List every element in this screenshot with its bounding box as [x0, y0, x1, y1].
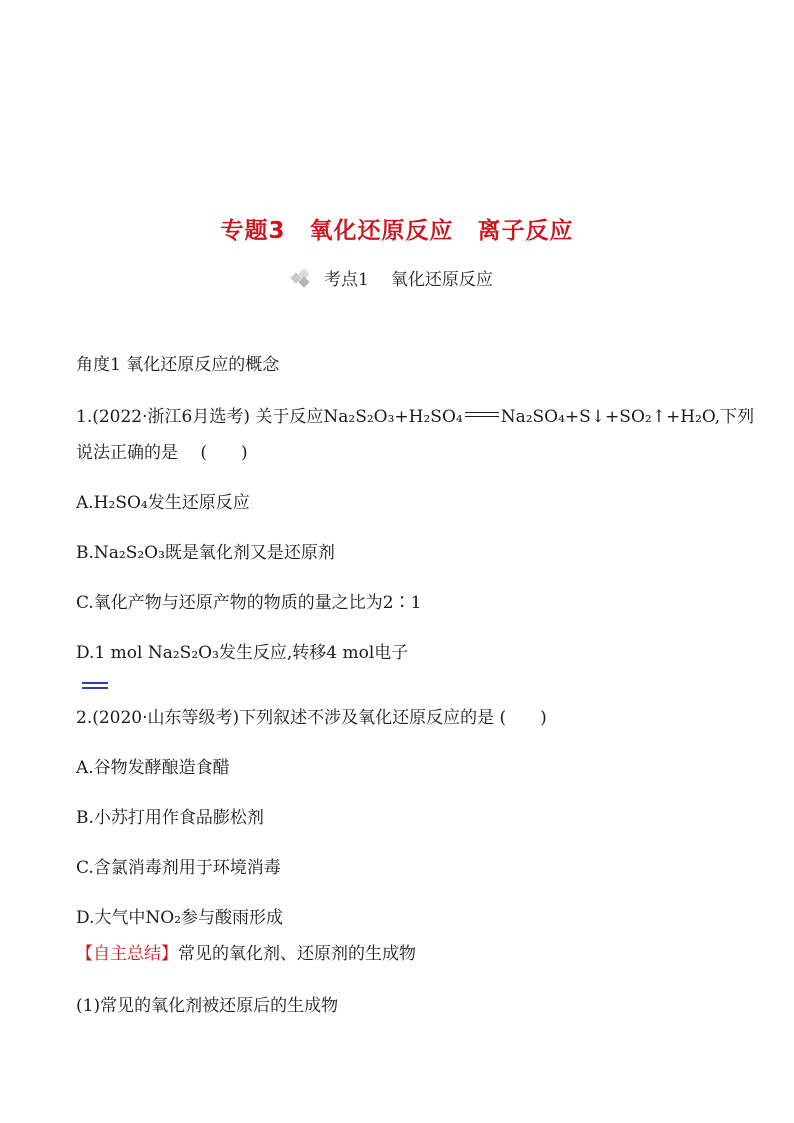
q1-option-a: A.H₂SO₄发生还原反应 — [76, 493, 250, 513]
summary-close-bracket: 】 — [161, 944, 178, 964]
q2-stem: 2.(2020·山东等级考)下列叙述不涉及氧化还原反应的是 ( ) — [76, 708, 547, 728]
angle-label: 角度1 — [76, 355, 121, 375]
summary-label: 自主总结 — [93, 944, 161, 964]
page-title: 专题3 氧化还原反应 离子反应 — [220, 218, 574, 244]
q1-eq-right: Na₂SO₄+S↓+SO₂↑+H₂O,下列 — [500, 407, 755, 427]
equals-sign-icon — [465, 410, 499, 420]
q2-option-d: D.大气中NO₂参与酸雨形成 — [76, 908, 284, 928]
topic-heading — [290, 265, 493, 290]
q2-option-b: B.小苏打用作食品膨松剂 — [76, 808, 264, 828]
q1-stem-prefix: 1.(2022·浙江6月选考) 关于反应 — [76, 407, 324, 427]
double-line-mark-icon — [82, 682, 108, 690]
q1-option-c: C.氧化产物与还原产物的物质的量之比为2∶1 — [76, 593, 422, 613]
summary-open-bracket: 【 — [76, 944, 93, 964]
q1-eq-left: Na₂S₂O₃+H₂SO₄ — [323, 407, 463, 427]
q2-option-a: A.谷物发酵酿造食醋 — [76, 758, 230, 778]
q1-option-d: D.1 mol Na₂S₂O₃发生反应,转移4 mol电子 — [76, 643, 409, 663]
q2-option-c: C.含氯消毒剂用于环境消毒 — [76, 858, 281, 878]
summary-text: 常见的氧化剂、还原剂的生成物 — [178, 944, 416, 964]
q1-option-b: B.Na₂S₂O₃既是氧化剂又是还原剂 — [76, 543, 335, 563]
summary-heading — [76, 943, 416, 965]
q1-stem-line1 — [76, 406, 754, 428]
topic-number: 考点1 — [324, 270, 369, 290]
q1-stem-line2: 说法正确的是 ( ) — [76, 443, 248, 463]
angle-text: 氧化还原反应的概念 — [126, 355, 280, 375]
topic-name: 氧化还原反应 — [390, 270, 493, 290]
angle-heading — [76, 354, 279, 376]
diamond-decor-icon — [290, 269, 316, 287]
summary-item-1: (1)常见的氧化剂被还原后的生成物 — [76, 996, 339, 1016]
